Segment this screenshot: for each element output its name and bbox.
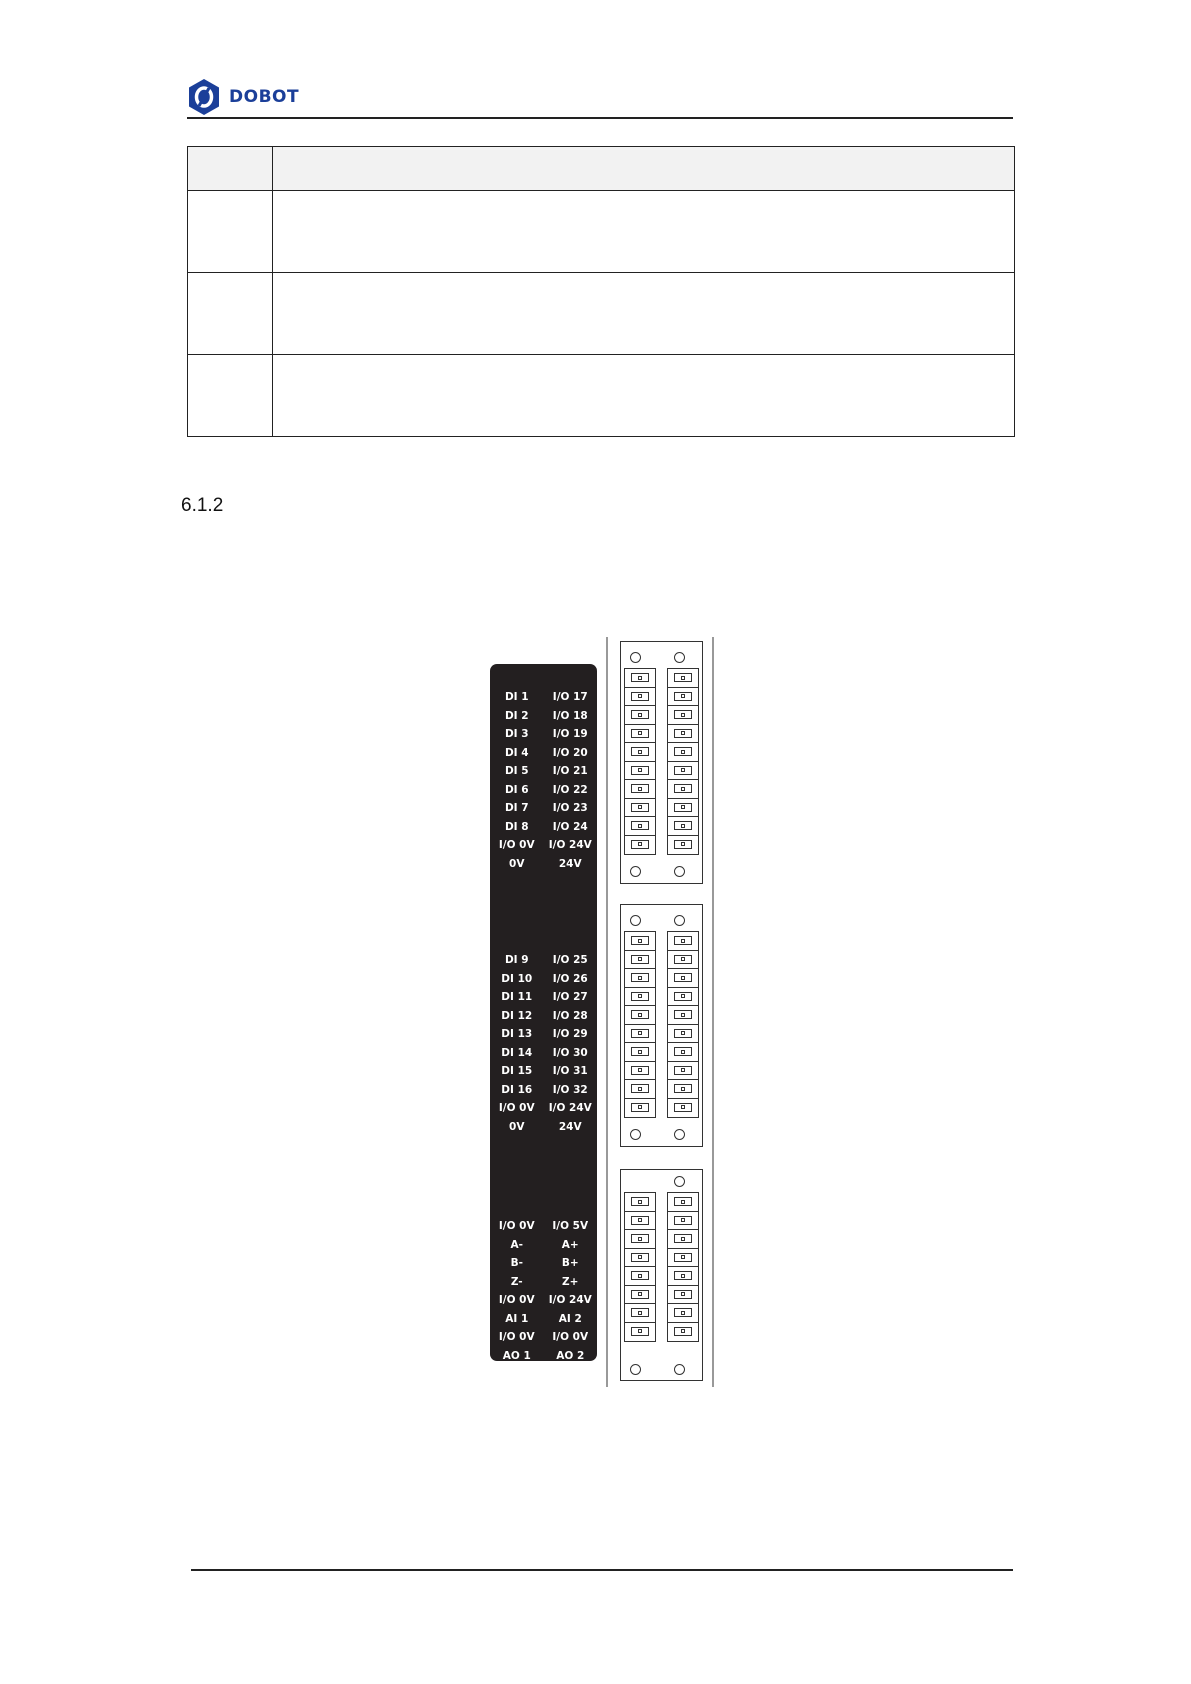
terminal-label-right: A+ <box>561 1238 579 1251</box>
header-logo <box>187 78 299 116</box>
terminal-label-left: DI 6 <box>504 783 529 796</box>
table-row <box>188 191 1015 273</box>
terminal-slot <box>668 799 698 818</box>
table-cell <box>188 355 273 437</box>
table-cell <box>273 191 1015 273</box>
terminal-slot <box>668 1043 698 1062</box>
terminal-slot <box>668 817 698 836</box>
screw-icon <box>630 652 641 663</box>
table-header-cell <box>188 147 273 191</box>
label-group-3 <box>490 1217 597 1365</box>
terminal-slot <box>668 1249 698 1268</box>
terminal-slot <box>625 743 655 762</box>
terminal-label-row <box>490 1236 597 1255</box>
screw-icon <box>674 1129 685 1140</box>
terminal-slot <box>625 1043 655 1062</box>
terminal-slot <box>668 1323 698 1342</box>
terminal-slot <box>668 1193 698 1212</box>
terminal-label-left: DI 13 <box>501 1028 533 1040</box>
terminal-label-right: I/O 24V <box>548 1294 592 1306</box>
label-group-1 <box>490 688 597 873</box>
terminal-label-row <box>490 818 597 837</box>
terminal-label-left: DI 2 <box>504 709 529 722</box>
terminal-slot <box>668 836 698 855</box>
terminal-label-row <box>490 744 597 763</box>
terminal-label-right: I/O 24V <box>548 839 592 851</box>
terminal-slot <box>668 780 698 799</box>
io-terminal-figure <box>490 637 718 1387</box>
terminal-label-row <box>490 1025 597 1044</box>
terminal-label-row <box>490 951 597 970</box>
terminal-label-left: DI 8 <box>504 820 529 833</box>
terminal-label-left: AO 1 <box>502 1349 531 1362</box>
terminal-block-3 <box>620 1169 703 1381</box>
terminal-slot <box>625 1249 655 1268</box>
terminal-slot <box>668 1062 698 1081</box>
terminal-label-right: I/O 18 <box>552 709 588 722</box>
terminal-slot <box>625 1025 655 1044</box>
table-header-cell <box>273 147 1015 191</box>
terminal-label-left: DI 15 <box>501 1065 533 1077</box>
terminal-label-row <box>490 688 597 707</box>
table-header-row <box>188 147 1015 191</box>
terminal-label-left: DI 11 <box>501 991 533 1003</box>
terminal-slot <box>668 706 698 725</box>
terminal-slot <box>625 669 655 688</box>
terminal-label-right: I/O 27 <box>552 991 588 1003</box>
table-cell <box>273 273 1015 355</box>
terminal-slot <box>625 706 655 725</box>
terminal-label-row <box>490 1310 597 1329</box>
terminal-label-row <box>490 855 597 874</box>
screw-icon <box>674 866 685 877</box>
terminal-label-row <box>490 1328 597 1347</box>
spec-table <box>187 146 1015 437</box>
terminal-slot <box>625 817 655 836</box>
terminal-label-left: I/O 0V <box>498 1294 535 1306</box>
terminal-label-row <box>490 1273 597 1292</box>
terminal-label-left: DI 5 <box>504 765 529 777</box>
terminal-label-left: I/O 0V <box>498 839 535 851</box>
terminal-slot <box>625 688 655 707</box>
terminal-label-row <box>490 836 597 855</box>
terminal-label-left: DI 14 <box>501 1046 533 1059</box>
terminal-slot <box>668 1267 698 1286</box>
terminal-label-right: AO 2 <box>556 1349 585 1362</box>
terminal-slot <box>625 836 655 855</box>
screw-icon <box>674 1176 685 1187</box>
terminal-slot <box>668 951 698 970</box>
terminal-slot <box>625 932 655 951</box>
screw-icon <box>630 1129 641 1140</box>
header-divider <box>187 117 1013 119</box>
terminal-slot <box>668 1230 698 1249</box>
brand-name: DOBOT <box>229 87 300 107</box>
terminal-label-left: DI 4 <box>504 746 529 759</box>
terminal-slot <box>625 1062 655 1081</box>
terminal-label-left: DI 16 <box>501 1083 533 1096</box>
terminal-slot <box>625 799 655 818</box>
terminal-label-right: I/O 31 <box>552 1065 588 1077</box>
terminal-label-right: I/O 25 <box>552 954 588 966</box>
terminal-slot <box>668 988 698 1007</box>
terminal-slot <box>625 725 655 744</box>
terminal-column <box>667 668 699 855</box>
table-cell <box>273 355 1015 437</box>
terminal-label-right: I/O 26 <box>552 972 588 985</box>
terminal-label-row <box>490 1081 597 1100</box>
terminal-slot <box>625 1006 655 1025</box>
terminal-slot <box>668 1212 698 1231</box>
terminal-label-left: DI 10 <box>501 972 533 985</box>
terminal-slot <box>625 762 655 781</box>
rail-right <box>712 637 714 1387</box>
terminal-slot <box>625 1099 655 1118</box>
terminal-column <box>667 1192 699 1342</box>
terminal-slot <box>625 951 655 970</box>
terminal-label-right: AI 2 <box>558 1312 582 1325</box>
terminal-label-right: I/O 21 <box>552 765 588 777</box>
table-cell <box>188 273 273 355</box>
screw-icon <box>674 1364 685 1375</box>
terminal-label-row <box>490 970 597 989</box>
terminal-label-left: DI 7 <box>504 802 529 814</box>
terminal-label-right: 24V <box>558 1120 582 1133</box>
terminal-slot <box>625 1080 655 1099</box>
terminal-slot <box>668 1099 698 1118</box>
terminal-column <box>667 931 699 1118</box>
terminal-label-right: I/O 32 <box>552 1083 588 1096</box>
terminal-block-2 <box>620 904 703 1147</box>
rail-left <box>606 637 608 1387</box>
screw-icon <box>674 652 685 663</box>
terminal-label-right: I/O 20 <box>552 746 588 759</box>
terminal-label-right: I/O 24 <box>552 820 588 833</box>
terminal-slot <box>625 780 655 799</box>
terminal-label-left: DI 12 <box>501 1009 533 1022</box>
terminal-label-row <box>490 1007 597 1026</box>
terminal-slot <box>668 1286 698 1305</box>
table-cell <box>188 191 273 273</box>
terminal-label-row <box>490 1099 597 1118</box>
screw-icon <box>630 915 641 926</box>
screw-icon <box>630 866 641 877</box>
terminal-label-left: 0V <box>509 857 525 870</box>
terminal-slot <box>668 969 698 988</box>
terminal-label-left: I/O 0V <box>498 1102 535 1114</box>
terminal-label-right: I/O 30 <box>552 1046 588 1059</box>
screw-icon <box>674 915 685 926</box>
terminal-slot <box>625 1230 655 1249</box>
terminal-slot <box>668 762 698 781</box>
terminal-label-left: DI 1 <box>504 691 529 703</box>
terminal-label-row <box>490 799 597 818</box>
terminal-label-right: I/O 17 <box>552 691 588 703</box>
terminal-label-left: I/O 0V <box>498 1331 535 1343</box>
terminal-slot <box>625 1267 655 1286</box>
terminal-slot <box>668 932 698 951</box>
terminal-label-right: Z+ <box>562 1275 579 1288</box>
terminal-column <box>624 1192 656 1342</box>
footer-divider <box>191 1569 1013 1571</box>
terminal-slot <box>668 1025 698 1044</box>
terminal-slot <box>668 743 698 762</box>
terminal-slot <box>668 725 698 744</box>
label-panel <box>490 664 597 1361</box>
terminal-label-row <box>490 988 597 1007</box>
table-row <box>188 273 1015 355</box>
terminal-label-row <box>490 781 597 800</box>
terminal-label-row <box>490 1347 597 1366</box>
terminal-slot <box>668 669 698 688</box>
terminal-label-right: I/O 0V <box>552 1331 589 1343</box>
terminal-label-row <box>490 725 597 744</box>
label-group-2 <box>490 951 597 1136</box>
terminal-slot <box>668 688 698 707</box>
terminal-label-right: 24V <box>558 857 582 870</box>
terminal-label-right: I/O 28 <box>552 1009 588 1022</box>
terminal-label-row <box>490 1044 597 1063</box>
terminal-slot <box>625 1323 655 1342</box>
terminal-label-row <box>490 762 597 781</box>
terminal-slot <box>625 1304 655 1323</box>
terminal-label-left: A- <box>510 1238 523 1251</box>
terminal-label-left: B- <box>510 1257 523 1269</box>
terminal-block-1 <box>620 641 703 884</box>
terminal-slot <box>625 1286 655 1305</box>
terminal-column <box>624 668 656 855</box>
terminal-slot <box>668 1080 698 1099</box>
terminal-label-left: 0V <box>509 1120 525 1133</box>
terminal-label-row <box>490 1062 597 1081</box>
terminal-label-row <box>490 707 597 726</box>
terminal-slot <box>625 1193 655 1212</box>
terminal-slot <box>625 988 655 1007</box>
terminal-label-right: I/O 22 <box>552 783 588 796</box>
terminal-label-right: I/O 24V <box>548 1102 592 1114</box>
terminal-label-left: DI 3 <box>504 728 529 740</box>
terminal-label-left: AI 1 <box>505 1312 529 1325</box>
terminal-label-right: I/O 5V <box>552 1220 589 1232</box>
terminal-slot <box>625 1212 655 1231</box>
terminal-label-row <box>490 1291 597 1310</box>
dobot-logo-icon <box>187 78 221 116</box>
terminal-label-right: B+ <box>561 1257 579 1269</box>
terminal-label-right: I/O 19 <box>552 728 588 740</box>
terminal-label-left: I/O 0V <box>498 1220 535 1232</box>
terminal-label-left: Z- <box>510 1275 523 1288</box>
table-row <box>188 355 1015 437</box>
terminal-slot <box>668 1006 698 1025</box>
screw-icon <box>630 1364 641 1375</box>
terminal-label-right: I/O 23 <box>552 802 588 814</box>
terminal-label-row <box>490 1118 597 1137</box>
terminal-column <box>624 931 656 1118</box>
section-number: 6.1.2 <box>181 495 224 516</box>
terminal-label-right: I/O 29 <box>552 1028 588 1040</box>
terminal-label-row <box>490 1217 597 1236</box>
terminal-label-row <box>490 1254 597 1273</box>
terminal-label-left: DI 9 <box>504 954 529 966</box>
terminal-slot <box>625 969 655 988</box>
terminal-slot <box>668 1304 698 1323</box>
